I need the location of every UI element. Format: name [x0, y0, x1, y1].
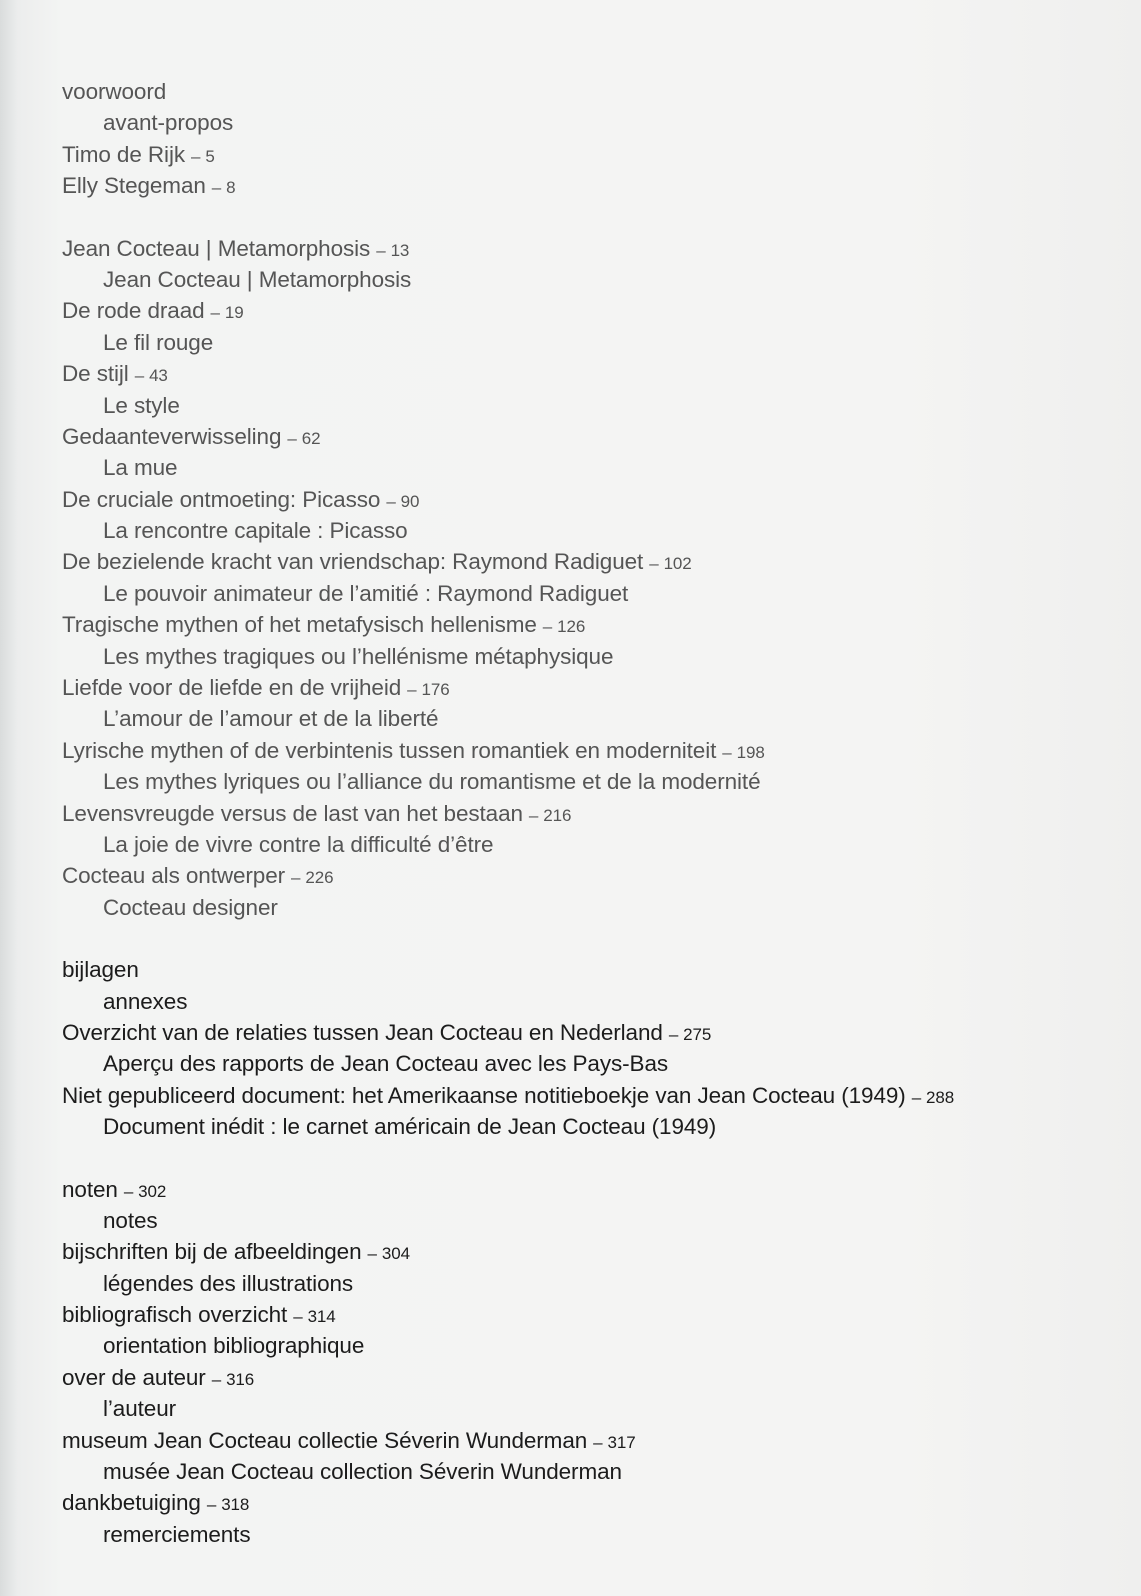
toc-entry-title: dankbetuiging — [62, 1490, 201, 1516]
toc-entry — [62, 860, 1122, 891]
page-separator: – — [206, 1495, 217, 1515]
table-of-contents — [62, 76, 1122, 1550]
page-separator: – — [293, 1307, 303, 1327]
page-number: 226 — [305, 868, 334, 888]
toc-subtitle: Jean Cocteau | Metamorphosis — [103, 266, 412, 292]
toc-subtitle: annexes — [103, 988, 188, 1014]
toc-entry-title: Levensvreugde versus de last van het bestaan — [62, 800, 523, 826]
page-separator: – — [291, 868, 301, 888]
toc-entry — [62, 672, 1122, 703]
page-separator: – — [386, 491, 396, 511]
page-separator: – — [649, 554, 659, 574]
toc-entry-title: Elly Stegeman — [62, 173, 206, 199]
toc-entry-title: De bezielende kracht van vriendschap: Raymond Radiguet — [62, 549, 644, 575]
toc-subtitle: Les mythes tragiques ou l’hellénisme métaphysique — [103, 643, 614, 669]
page-number: 314 — [307, 1307, 336, 1327]
toc-entry — [62, 546, 1122, 577]
page-separator: – — [407, 680, 417, 700]
toc-entry-title: voorwoord — [62, 79, 167, 104]
page-separator: – — [593, 1432, 603, 1452]
toc-subtitle: Le pouvoir animateur de l’amitié : Raymond Radiguet — [103, 580, 629, 606]
toc-entry — [62, 421, 1122, 452]
toc-entry-title: Tragische mythen of het metafysisch hellenisme — [62, 612, 537, 638]
page-number: 43 — [149, 366, 168, 386]
page-number: 304 — [381, 1244, 410, 1264]
toc-entry-title: bijschriften bij de afbeeldingen — [62, 1239, 362, 1265]
toc-section — [62, 233, 1122, 924]
toc-subtitle: L’amour de l’amour et de la liberté — [103, 706, 439, 732]
toc-entry — [62, 139, 1122, 170]
toc-entry — [62, 1017, 1122, 1048]
page-number: 216 — [543, 805, 572, 825]
toc-subtitle: La mue — [103, 455, 178, 481]
toc-entry-title: Gedaanteverwisseling — [62, 423, 282, 449]
page-separator: – — [668, 1024, 679, 1044]
toc-entry-title: museum Jean Cocteau collectie Séverin Wunderman — [62, 1427, 588, 1453]
toc-subtitle: La joie de vivre contre la difficulté d’être — [103, 831, 494, 857]
toc-section — [62, 1174, 1122, 1551]
page-separator: – — [376, 240, 386, 260]
toc-entry-title: Timo de Rijk — [62, 141, 185, 167]
toc-entry-title: Lyrische mythen of de verbintenis tussen romantiek en moderniteit — [62, 737, 717, 763]
toc-entry-title: De rode draad — [62, 298, 205, 324]
page-separator: – — [542, 617, 553, 637]
toc-entry-title: Niet gepubliceerd document: het Amerikaanse notitieboekje van Jean Cocteau (1949) — [62, 1082, 906, 1108]
page-separator: – — [722, 742, 732, 762]
toc-entry — [62, 233, 1122, 264]
toc-subtitle: légendes des illustrations — [103, 1270, 354, 1296]
toc-subtitle: orientation bibliographique — [103, 1333, 365, 1359]
toc-entry — [62, 170, 1122, 201]
page-number: 102 — [663, 554, 692, 574]
page-separator: – — [367, 1244, 377, 1264]
toc-entry — [62, 76, 1122, 107]
page-separator: – — [134, 366, 145, 386]
toc-section — [62, 954, 1122, 1142]
toc-entry — [62, 1487, 1122, 1518]
page-separator: – — [211, 1369, 222, 1389]
toc-subtitle: notes — [103, 1207, 158, 1233]
toc-entry — [62, 295, 1122, 326]
toc-entry — [62, 1236, 1122, 1267]
toc-entry — [62, 798, 1122, 829]
page-number: 318 — [221, 1495, 250, 1515]
page-number: 62 — [301, 428, 321, 448]
toc-subtitle: Document inédit : le carnet américain de Jean Cocteau (1949) — [103, 1114, 717, 1140]
toc-subtitle: remerciements — [103, 1521, 251, 1547]
toc-entry — [62, 1362, 1122, 1393]
toc-entry-title: noten — [62, 1176, 118, 1202]
toc-entry — [62, 954, 1122, 985]
page-number: 90 — [400, 491, 420, 511]
page-number: 176 — [421, 680, 450, 700]
page-number: 288 — [926, 1087, 955, 1107]
page-number: 126 — [557, 617, 586, 637]
page-number: 19 — [224, 303, 244, 323]
toc-entry-title: Jean Cocteau | Metamorphosis — [62, 235, 371, 261]
toc-subtitle: La rencontre capitale : Picasso — [103, 518, 408, 544]
toc-entry-title: over de auteur — [62, 1364, 206, 1390]
toc-entry — [62, 1425, 1122, 1456]
page-number: 316 — [226, 1369, 255, 1389]
toc-entry — [62, 609, 1122, 640]
page-number: 5 — [205, 146, 215, 166]
toc-entry-title: Liefde voor de liefde en de vrijheid — [62, 675, 402, 701]
toc-subtitle: l’auteur — [103, 1396, 176, 1422]
page-number: 13 — [390, 240, 410, 260]
toc-subtitle: Le fil rouge — [103, 329, 214, 355]
page-separator: – — [287, 428, 297, 448]
toc-section — [62, 76, 1122, 202]
toc-entry-title: De cruciale ontmoeting: Picasso — [62, 486, 381, 512]
toc-entry-title: bijlagen — [62, 957, 139, 983]
toc-entry — [62, 1080, 1122, 1111]
toc-entry — [62, 358, 1122, 389]
toc-subtitle: Cocteau designer — [103, 894, 278, 920]
toc-entry — [62, 735, 1122, 766]
toc-subtitle: Le style — [103, 392, 180, 418]
page-separator: – — [210, 303, 220, 323]
toc-entry-title: De stijl — [62, 361, 129, 387]
page-separator: – — [191, 146, 201, 166]
page-separator: – — [528, 805, 539, 825]
toc-subtitle: musée Jean Cocteau collection Séverin Wunderman — [103, 1459, 622, 1485]
page-number: 302 — [138, 1181, 167, 1201]
page-number: 198 — [736, 742, 765, 762]
page-number: 8 — [226, 178, 236, 198]
toc-entry — [62, 1174, 1122, 1205]
toc-entry-title: Cocteau als ontwerper — [62, 863, 286, 889]
toc-entry-title: Overzicht van de relaties tussen Jean Cocteau en Nederland — [62, 1019, 663, 1045]
page-separator: – — [211, 178, 222, 198]
page-separator: – — [123, 1181, 134, 1201]
toc-entry — [62, 484, 1122, 515]
toc-subtitle: Les mythes lyriques ou l’alliance du romantisme et de la modernité — [103, 769, 761, 795]
toc-entry — [62, 1299, 1122, 1330]
toc-subtitle: Aperçu des rapports de Jean Cocteau avec les Pays-Bas — [103, 1051, 669, 1077]
toc-entry-title: bibliografisch overzicht — [62, 1302, 288, 1328]
toc-subtitle: avant-propos — [103, 110, 234, 136]
page-number: 317 — [607, 1432, 636, 1452]
page-number: 275 — [683, 1024, 712, 1044]
page-separator: – — [911, 1087, 922, 1107]
